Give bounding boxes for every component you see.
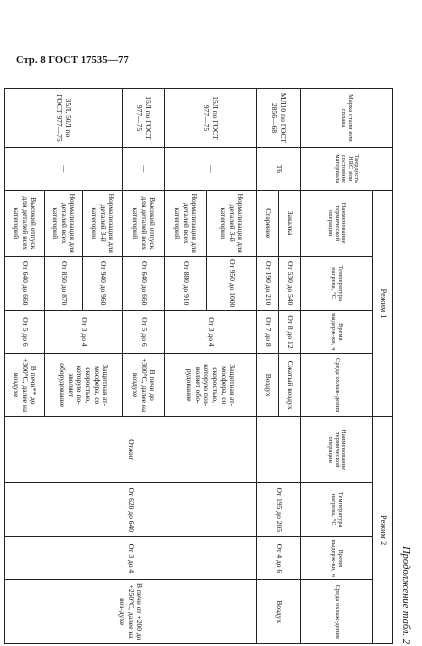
cell-grade: МЛ10 по ГОСТ 2856—68 [257,89,301,148]
cell-cool1: Защитная ат-мосфера, со скоростью, которую по-зволяет оборудование [45,353,123,416]
cell-op1: Нормализация для деталей всех категорий [165,190,207,256]
col-header-temp2: Температура нагрева, °C [301,483,373,537]
cell-cool1: Защитная ат-мосфера, со скоростью, которую поз-воляет обо-рудование [165,353,257,416]
cell-temp1: От 950 до 1000 [207,256,257,310]
cell-temp1: От 940 до 960 [83,256,123,310]
col-header-mode1: Режим 1 [373,190,393,417]
cell-temp1: От 880 до 910 [165,256,207,310]
col-header-mode2: Режим 2 [373,417,393,644]
cell-cool2: В печи от +200 до +250°С, далее на воз-духе [5,580,257,644]
cell-op2: Отжиг [5,417,257,483]
cell-op1: Старение [257,190,279,256]
col-header-cool1: Среда охлаж-дения [301,353,373,416]
cell-time1: От 5 до 6 [5,310,45,353]
col-header-op1: Наименование термической операции [301,190,373,256]
cell-hrc: — [165,147,257,190]
cell-op1: Закалка [279,190,301,256]
cell-time1: От 7 до 8 [257,310,279,353]
cell-temp2: От 620 до 640 [5,483,257,537]
cell-time1: От 3 до 4 [45,310,123,353]
cell-time2: От 4 до 6 [257,537,301,580]
col-header-hrc: Твердость HRC или состояние материала [301,147,393,190]
cell-time1: От 5 до 6 [123,310,165,353]
cell-grade: 35Л, 50Л по ГОСТ 977—75 [5,89,123,148]
col-header-temp1: Температура нагрева, °C [301,256,373,310]
col-header-grade: Марка стали или сплава [301,89,393,148]
cell-cool2: Воздух [257,580,301,644]
cell-time1: От 3 до 4 [165,310,257,353]
cell-cool1: Воздух [257,353,279,416]
cell-temp1: От 850 до 870 [45,256,83,310]
cell-op1: Нормализация для деталей 3-й категории [207,190,257,256]
table-row [207,89,257,644]
cell-op1: Высокий отпуск для деталей всех категорий [5,190,45,256]
cell-grade: 15Л по ГОСТ 977—75 [165,89,257,148]
cell-time2: От 3 до 4 [5,537,257,580]
table-row [279,89,301,644]
cell-time1: От 8 до 12 [279,310,301,353]
cell-cool1: В печи до +300°С, далее на воздухе [123,353,165,416]
cell-op2 [257,417,301,483]
cell-op1: Высокий отпуск для деталей всех категорий [123,190,165,256]
cell-op1: Нормализация для деталей всех категорий [45,190,83,256]
cell-temp2: От 195 до 205 [257,483,301,537]
cell-temp1: От 640 до 660 [123,256,165,310]
cell-temp1: От 190 до 210 [257,256,279,310]
heat-treatment-table [4,88,393,644]
table-continuation-caption: Продолжение табл. 2 [400,546,411,644]
col-header-time1: Время выдерж-ки, ч [301,310,373,353]
cell-cool1: В печи** до +300°С, далее на воздухе [5,353,45,416]
page-header: Стр. 8 ГОСТ 17535—77 [16,55,129,66]
cell-op1: Нормализация для деталей 3-й категории [83,190,123,256]
cell-hrc: — [123,147,165,190]
col-header-time2: Время выдерж-ки, ч [301,537,373,580]
col-header-cool2: Среда охлаж-дения [301,580,373,644]
cell-hrc: Т6 [257,147,301,190]
cell-hrc: — [5,147,123,190]
rotated-table-block [13,88,411,644]
cell-temp1: От 640 до 660 [5,256,45,310]
cell-cool1: Сжатый воздух [279,353,301,416]
cell-grade: 15Л по ГОСТ 977—75 [123,89,165,148]
cell-temp1: От 530 до 540 [279,256,301,310]
col-header-op2: Наименование термической операции [301,417,373,483]
